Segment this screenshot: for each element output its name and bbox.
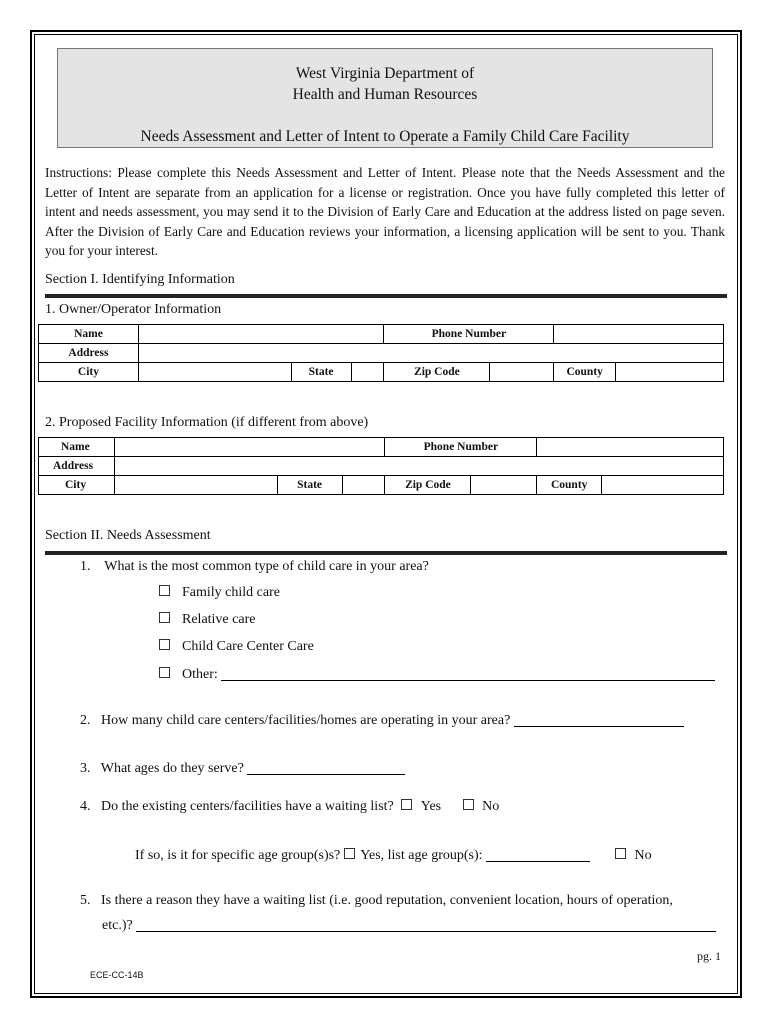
facility-name-label: Name [39, 438, 115, 457]
section-1-rule [45, 294, 727, 298]
question-5-text-line-1: Is there a reason they have a waiting list (i.e. good reputation, convenient location, hours of operation, [101, 893, 673, 908]
owner-address-label: Address [39, 344, 139, 363]
owner-phone-label: Phone Number [384, 325, 554, 344]
section-2-rule [45, 551, 727, 555]
q4-yes-checkbox[interactable] [401, 799, 412, 810]
owner-zip-field[interactable] [490, 363, 554, 382]
question-4-number: 4. [80, 799, 91, 814]
question-1-number: 1. [80, 559, 91, 574]
question-2 [80, 712, 684, 729]
q4-sub-yes-label: Yes, list age group(s): [360, 848, 483, 863]
owner-phone-field[interactable] [554, 325, 724, 344]
section-1-title: Section I. Identifying Information [45, 272, 235, 287]
facility-state-label: State [277, 476, 342, 495]
checkbox-icon[interactable] [159, 667, 170, 678]
q3-answer-line[interactable] [247, 760, 405, 775]
q4-age-group-line[interactable] [486, 847, 590, 862]
question-1 [80, 559, 429, 575]
department-line-1: West Virginia Department of [295, 65, 475, 82]
q1-option-family[interactable] [159, 585, 280, 601]
instructions-text: Instructions: Please complete this Needs Assessment and Letter of Intent. Please note that the Needs Assessment and the Letter of Intent are separate from an application for a license or registration. Once you have fully completed this letter of intent and needs assessment, you may send it to the Division of Early Care and Education at the address listed on page seven. After the Division of Early Care and Education reviews your information, a licensing application will be sent to you. Thank you for your interest. [45, 165, 725, 259]
option-label: Family child care [182, 585, 280, 600]
question-5 [80, 893, 673, 909]
facility-phone-field[interactable] [537, 438, 724, 457]
question-3-number: 3. [80, 761, 91, 776]
q4-no-label: No [482, 799, 500, 814]
owner-name-label: Name [39, 325, 139, 344]
question-3 [80, 760, 405, 777]
owner-info-title: 1. Owner/Operator Information [45, 302, 222, 317]
other-answer-line[interactable] [221, 666, 715, 681]
facility-zip-label: Zip Code [385, 476, 471, 495]
question-4 [80, 799, 499, 815]
question-1-text: What is the most common type of child care in your area? [104, 559, 429, 574]
checkbox-icon[interactable] [159, 639, 170, 650]
facility-info-title: 2. Proposed Facility Information (if different from above) [45, 415, 369, 430]
option-label: Other: [182, 667, 218, 682]
facility-county-label: County [537, 476, 602, 495]
owner-city-label: City [39, 363, 139, 382]
facility-name-field[interactable] [114, 438, 385, 457]
question-2-number: 2. [80, 713, 91, 728]
page-number: pg. 1 [697, 949, 721, 963]
owner-zip-label: Zip Code [384, 363, 490, 382]
owner-address-field[interactable] [138, 344, 723, 363]
checkbox-icon[interactable] [159, 612, 170, 623]
option-label: Relative care [182, 612, 256, 627]
owner-info-table [38, 324, 724, 382]
header-box [57, 48, 713, 148]
owner-name-field[interactable] [138, 325, 384, 344]
owner-state-field[interactable] [351, 363, 384, 382]
facility-info-table [38, 437, 724, 495]
facility-address-label: Address [39, 457, 115, 476]
facility-zip-field[interactable] [471, 476, 537, 495]
question-5-text-line-2: etc.)? [102, 918, 133, 933]
question-3-text: What ages do they serve? [100, 761, 244, 776]
department-line-2: Health and Human Resources [292, 86, 478, 103]
q4-yes-label: Yes [420, 799, 442, 814]
form-code: ECE-CC-14B [90, 970, 144, 980]
question-2-text: How many child care centers/facilities/homes are operating in your area? [101, 713, 511, 728]
facility-city-label: City [39, 476, 115, 495]
facility-county-field[interactable] [602, 476, 724, 495]
q4-sub-text: If so, is it for specific age group(s)s? [135, 848, 341, 863]
owner-county-label: County [554, 363, 616, 382]
form-title: Needs Assessment and Letter of Intent to Operate a Family Child Care Facility [140, 128, 630, 145]
q4-no-checkbox[interactable] [463, 799, 474, 810]
q2-answer-line[interactable] [514, 712, 684, 727]
q4-sub-no-checkbox[interactable] [615, 848, 626, 859]
section-2-title: Section II. Needs Assessment [45, 528, 211, 543]
question-5-number: 5. [80, 893, 91, 908]
facility-city-field[interactable] [114, 476, 277, 495]
q1-option-center[interactable] [159, 639, 314, 655]
facility-phone-label: Phone Number [385, 438, 537, 457]
q1-option-other[interactable] [159, 666, 715, 683]
facility-state-field[interactable] [342, 476, 385, 495]
question-4-text: Do the existing centers/facilities have a waiting list? [101, 799, 394, 814]
q5-answer-line[interactable] [136, 917, 716, 932]
q1-option-relative[interactable] [159, 612, 255, 628]
owner-city-field[interactable] [138, 363, 291, 382]
q4-sub-no-label: No [634, 848, 652, 863]
q4-sub-yes-checkbox[interactable] [344, 848, 355, 859]
facility-address-field[interactable] [114, 457, 723, 476]
question-4-followup [135, 847, 652, 864]
question-5-line-2 [102, 917, 716, 934]
checkbox-icon[interactable] [159, 585, 170, 596]
owner-county-field[interactable] [616, 363, 724, 382]
option-label: Child Care Center Care [182, 639, 314, 654]
owner-state-label: State [291, 363, 351, 382]
